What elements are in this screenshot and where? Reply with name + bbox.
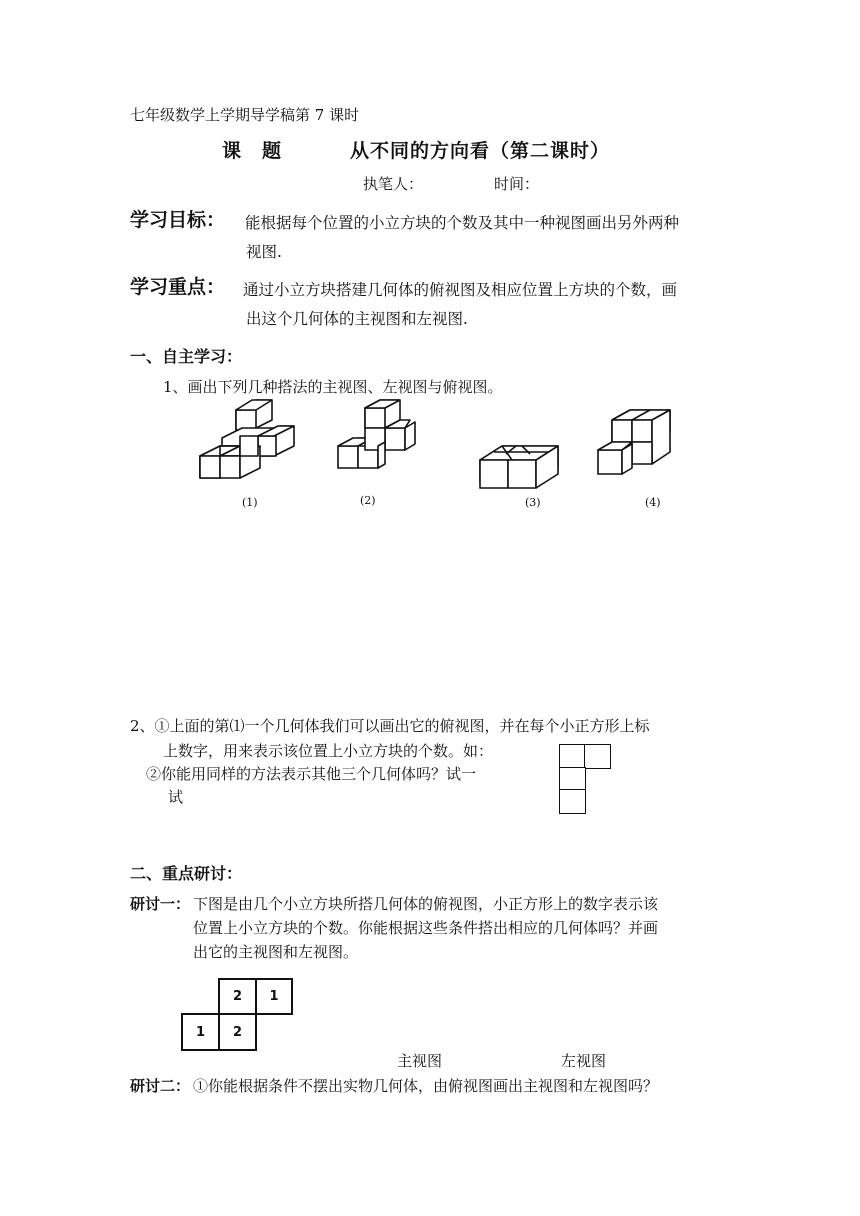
question-2-line-3: ②你能用同样的方法表示其他三个几何体吗？试一: [146, 765, 477, 783]
page-title: 从不同的方向看（第二课时）: [350, 140, 611, 162]
section2-heading: 二、重点研讨：: [130, 864, 243, 883]
cube-figure-3: [480, 446, 558, 488]
front-view-label: 主视图: [397, 1052, 443, 1070]
grid-cell: 1: [181, 1013, 220, 1051]
cube-figure-2: [338, 400, 415, 468]
question-2-line-1: 2、①上面的第⑴一个几何体我们可以画出它的俯视图，并在每个小正方形上标: [130, 717, 650, 735]
goal-label: 学习目标：: [130, 209, 226, 231]
left-view-label: 左视图: [561, 1052, 607, 1070]
focus-line-2: 出这个几何体的主视图和左视图.: [246, 310, 468, 328]
discussion-2-text: ①你能根据条件不摆出实物几何体，由俯视图画出主视图和左视图吗？: [193, 1077, 659, 1095]
course-line: 七年级数学上学期导学稿第 7 课时: [130, 106, 360, 124]
figure-label-2: (2): [360, 494, 376, 507]
figure-label-3: (3): [525, 496, 541, 509]
goal-line-1: 能根据每个位置的小立方块的个数及其中一种视图画出另外两种: [245, 214, 680, 232]
title-label: 课 题: [222, 140, 283, 162]
grid-cell: 2: [218, 1013, 257, 1051]
discussion-1-line-1: 下图是由几个小立方块所搭几何体的俯视图，小正方形上的数字表示该: [193, 895, 659, 913]
figure-label-1: (1): [242, 496, 258, 509]
example-cell: [559, 744, 586, 769]
discussion-1-line-2: 位置上小立方块的个数。你能根据这些条件搭出相应的几何体吗？并画: [193, 919, 659, 937]
question-2-line-2: 上数字，用来表示该位置上小立方块的个数。如：: [163, 742, 494, 760]
goal-line-2: 视图.: [246, 243, 282, 261]
discussion-1-line-3: 出它的主视图和左视图。: [193, 943, 359, 961]
author-label: 执笔人：: [363, 175, 424, 193]
example-cell: [559, 789, 586, 814]
example-cell: [559, 767, 586, 791]
discussion-2-label: 研讨二：: [130, 1077, 191, 1095]
discussion-1-label: 研讨一：: [130, 895, 191, 913]
focus-label: 学习重点：: [130, 276, 226, 298]
example-cell: [584, 744, 611, 769]
question-1: 1、画出下列几种搭法的主视图、左视图与俯视图。: [163, 378, 503, 396]
grid-cell: 1: [255, 978, 293, 1015]
focus-line-1: 通过小立方块搭建几何体的俯视图及相应位置上方块的个数，画: [243, 281, 678, 299]
cube-figure-4: [598, 410, 670, 474]
question-2-line-4: 试: [168, 788, 184, 806]
section1-heading: 一、自主学习：: [130, 347, 243, 366]
grid-cell: 2: [218, 978, 257, 1015]
time-label: 时间：: [494, 175, 540, 193]
cube-figure-1: [200, 400, 294, 478]
figure-label-4: (4): [645, 496, 661, 509]
